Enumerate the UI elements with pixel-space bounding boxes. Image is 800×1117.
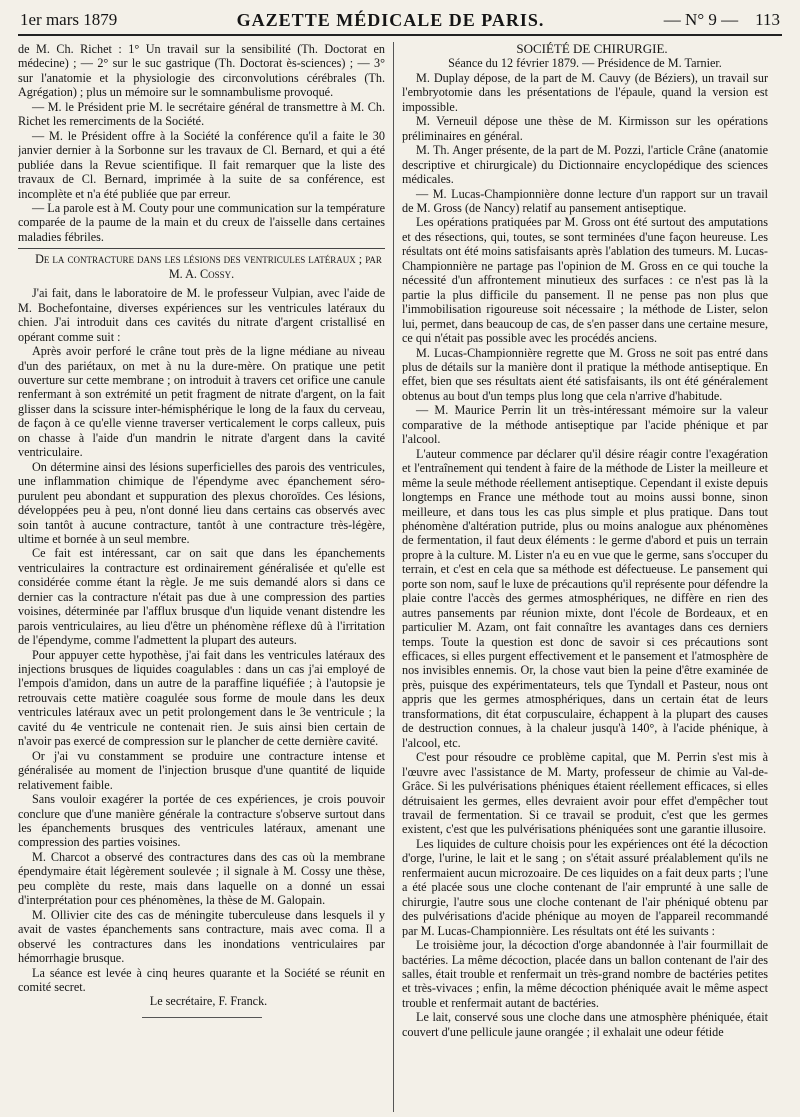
paragraph: Les opérations pratiquées par M. Gross ont été surtout des amputations et des résections, qui, toutes, se sont terminées d'une façon heureuse. Les résultats ont été moins satisfaisants après l'ablation des tumeurs. M. Lucas-Championnière ne partage pas l'opinion de M. Gross en ce qui touche la nécessité d'un affrontement minutieux des surfaces : ce n'est pas là la partie la plus difficile du pansement. Il ne pense pas non plus que l'immobilisation rigoureuse soit nécessaire ; la méthode de Lister, selon lui, permet, dans beaucoup de cas, de s'en passer dans une certaine mesure, ce qui n'était pas possible avec les procédés anciens. [402, 215, 768, 346]
paragraph: On détermine ainsi des lésions superficielles des parois des ventricules, une inflammation chimique de l'épendyme avec épanchement séro-purulent peu abondant et suppuration des plexus choroïdes. Ces lésions, développées peu à peu, n'ont donné lieu dans certains cas observés avec soin tantôt à aucune contracture, tantôt à une contracture très-légère, ultime et bornée à un seul membre. [18, 459, 385, 546]
divider [18, 248, 385, 249]
paragraph: C'est pour résoudre ce problème capital, que M. Perrin s'est mis à l'œuvre avec l'assistance de M. Marty, professeur de chimie au Val-de-Grâce. Si les pulvérisations phéniques étaient réellement efficaces, si elles détruisaient les germes, elles devraient avoir pour effet d'empêcher tout travail de fermentation. Si ce travail se produit, c'est que les germes existent, c'est que les pulvérisations phéniquées sont une garantie illusoire. [402, 750, 768, 837]
paragraph: J'ai fait, dans le laboratoire de M. le professeur Vulpian, avec l'aide de M. Bochefontaine, diverses expériences sur les ventricules latéraux du chien. J'ai introduit dans ces cavités du nitrate d'argent cristallisé en opérant comme suit : [18, 286, 385, 344]
paragraph: Le lait, conservé sous une cloche dans une atmosphère phéniquée, était couvert d'une pellicule jaune orangée ; il exhalait une odeur fétide [402, 1010, 768, 1039]
issue-number: — N° 9 — [663, 10, 739, 29]
paragraph: Les liquides de culture choisis pour les expériences ont été la décoction d'orge, l'urine, le lait et le sang ; on s'était assuré préalablement qu'ils ne renfermaient aucun microzoaire. De ces liquides on a fait deux parts ; l'une a été placée sous une cloche contenant de l'air emprunté à une salle de chirurgie, l'autre sous une cloche contenant de l'air phéniqué obtenu par des pulvérisations d'acide phénique au moyen de l'appareil recommandé par M. Lucas-Championnière. Les résultats ont été les suivants : [402, 836, 768, 938]
paragraph: — M. Maurice Perrin lit un très-intéressant mémoire sur la valeur comparative de la méthode antiseptique par l'acide phénique et par l'alcool. [402, 403, 768, 447]
article-title: De la contracture dans les lésions des ventricules latéraux ; par M. A. Cossy. [35, 252, 382, 281]
page-header [18, 10, 782, 36]
paragraph: Pour appuyer cette hypothèse, j'ai fait dans les ventricules latéraux des injections brusques de liquides coagulables : dans un cas j'ai employé de l'empois d'amidon, dans un autre de la paraffine liquéfiée ; à l'autopsie je retrouvais cette matière coagulée sous forme de moule dans les deux ventricules latéraux avec un petit prolongement dans le 3e ventricule ; la cavité du 4e ventricule ne contenait rien. Je suis ainsi bien certain de n'avoir pas exercé de compression sur le plancher de cette dernière cavité. [18, 647, 385, 749]
columns [18, 42, 782, 1112]
paragraph: M. Th. Anger présente, de la part de M. Pozzi, l'article Crâne (anatomie descriptive et chirurgicale) du Dictionnaire encyclopédique des sciences médicales. [402, 143, 768, 187]
paragraph: L'auteur commence par déclarer qu'il désire réagir contre l'exagération et l'entraînement qui tendent à faire de la méthode de Lister la meilleure et même la seule méthode réellement antiseptique. Cependant il existe depuis longtemps en France une méthode tout au moins aussi bonne, sinon meilleure, et dans tous les cas plus simple et plus pratique. Dans tout phénomène d'altération putride, plus ou moins analogue aux phénomènes de fermentation, il faut deux éléments : le germe d'abord et puis un terrain propre à la culture. M. Lister n'a eu en vue que le germe, sans s'occuper du terrain, et c'est en cela que sa méthode est défectueuse. Le pansement qui porte son nom, sauf le luxe de précautions qu'il représente pour défendre la plaie contre l'accès des germes atmosphériques, ne diffère en rien des autres pansements par réunion mixte, dont l'école de Bordeaux, et en particulier M. Azam, ont fait connaître les avantages dans ces derniers temps. Toute la question est donc de savoir si ces précautions sont efficaces, si elles purgent effectivement et le pansement et l'atmosphère de nos invisibles ennemis. Or, la chose vaut bien la peine d'être examinée de près, puisque des expérimentateurs, tels que Tyndall et Pasteur, nous ont appris que les germes atmosphériques, dans un certain état de leurs transformations, dit état corpusculaire, échappent à la plupart des causes de destruction connues, à la chaleur jusqu'à 140°, à l'acide phénique, à l'alcool, etc. [402, 446, 768, 750]
paragraph: M. Duplay dépose, de la part de M. Cauvy (de Béziers), un travail sur l'embryotomie dans les présentations de l'épaule, quand la version est impossible. [402, 70, 768, 114]
journal-title: GAZETTE MÉDICALE DE PARIS. [236, 10, 545, 30]
paragraph: — M. Lucas-Championnière donne lecture d'un rapport sur un travail de M. Gross (de Nancy) relatif au pansement antiseptique. [402, 186, 768, 215]
right-column [393, 42, 768, 1112]
paragraph: M. Lucas-Championnière regrette que M. Gross ne soit pas entré dans plus de détails sur la manière dont il pratique la méthode antiseptique. En effet, bien que ses résultats aient été satisfaisants, ils ont été généralement obtenus au bout d'un temps plus long que cela n'arrive d'habitude. [402, 345, 768, 403]
session-line: Séance du 12 février 1879. — Présidence de M. Tarnier. [448, 56, 722, 71]
paragraph: Le troisième jour, la décoction d'orge abandonnée à l'air fourmillait de bactéries. La même décoction, placée dans un ballon contenant de l'air des salles, était trouble et renfermait un très-grand nombre de bactéries petites et très-vivaces ; enfin, la même décoction phéniquée avait le même aspect trouble et renfermait autant de bactéries. [402, 938, 768, 1010]
paragraph: M. Charcot a observé des contractures dans des cas où la membrane épendymaire était légèrement soulevée ; il signale à M. Cossy une thèse, peu complète du reste, mais dans laquelle on a donné un essai d'interprétation pour ces phénomènes, la thèse de M. Galopain. [18, 849, 385, 908]
paragraph: — M. le Président offre à la Société la conférence qu'il a faite le 30 janvier dernier à la Sorbonne sur les travaux de Cl. Bernard, et qui a été publiée dans la Revue scientifique. Il fait remarquer que la liste des travaux de Cl. Bernard, imprimée à la suite de sa conférence, est incomplète et n'a été publiée que par erreur. [18, 128, 385, 201]
society-title: SOCIÉTÉ DE CHIRURGIE. [516, 42, 668, 56]
paragraph: Sans vouloir exagérer la portée de ces expériences, je crois pouvoir conclure que d'une manière générale la contracture s'observe surtout dans les épanchements brusques des ventricules latéraux, amenant une compression des parties voisines. [18, 792, 385, 850]
paragraph: de M. Ch. Richet : 1° Un travail sur la sensibilité (Th. Doctorat en médecine) ; — 2° sur le suc gastrique (Th. Doctorat ès-sciences) ; — 3° sur l'anatomie et la physiologie des circonvolutions cérébrales (Th. Agrégation) ; plus un mémoire sur le somnambulisme provoqué. [18, 42, 385, 100]
paragraph: — M. le Président prie M. le secrétaire général de transmettre à M. Ch. Richet les remerciments de la Société. [18, 99, 385, 129]
paragraph: Après avoir perforé le crâne tout près de la ligne médiane au niveau d'un des pariétaux, on met à nu la dure-mère. On pratique une petit ouverture sur cette membrane ; on introduit à travers cet orifice une canule renfermant à son extrémité un petit fragment de nitrate d'argent, on la fait glisser dans la scissure inter-hémisphérique le long de la faux du cerveau, de façon à ce qu'elle vienne traverser verticalement le corps calleux, puis on chasse à l'aide d'un mandrin le nitrate d'argent dans la cavité ventriculaire. [18, 344, 385, 460]
left-column [18, 42, 393, 1112]
paragraph: M. Ollivier cite des cas de méningite tuberculeuse dans lesquels il y avait de vastes épanchements sans contracture, mais avec coma. Il a observé les contractures dans les inondations ventriculaires par hémorrhagie brusque. [18, 907, 385, 966]
paragraph: Or j'ai vu constamment se produire une contracture intense et généralisée au moment de l'injection brusque d'une quantité de liquide relativement faible. [18, 748, 385, 792]
signature: Le secrétaire, F. Franck. [149, 994, 268, 1009]
issue-date: 1er mars 1879 [20, 10, 118, 29]
end-rule [142, 1017, 262, 1018]
paragraph: Ce fait est intéressant, car on sait que dans les épanchements ventriculaires la contracture est ordinairement généralisée et qu'elle est considérée comme étant la règle. Je me suis demandé alors si dans ce dernier cas la contracture n'était pas due à une compression des parties voisines, déterminée par l'afflux brusque d'un liquide venant distendre les parois ventriculaires, au lieu d'être un phénomène réflexe dû à l'irritation de l'épendyme, comme l'admettent la plupart des auteurs. [18, 546, 385, 648]
paragraph: La séance est levée à cinq heures quarante et la Société se réunit en comité secret. [18, 965, 385, 994]
paragraph: M. Verneuil dépose une thèse de M. Kirmisson sur les opérations préliminaires en général. [402, 114, 768, 143]
page-number: 113 [755, 10, 780, 29]
paragraph: — La parole est à M. Couty pour une communication sur la température comparée de la paume de la main et du creux de l'aisselle dans certaines maladies fébriles. [18, 200, 385, 244]
